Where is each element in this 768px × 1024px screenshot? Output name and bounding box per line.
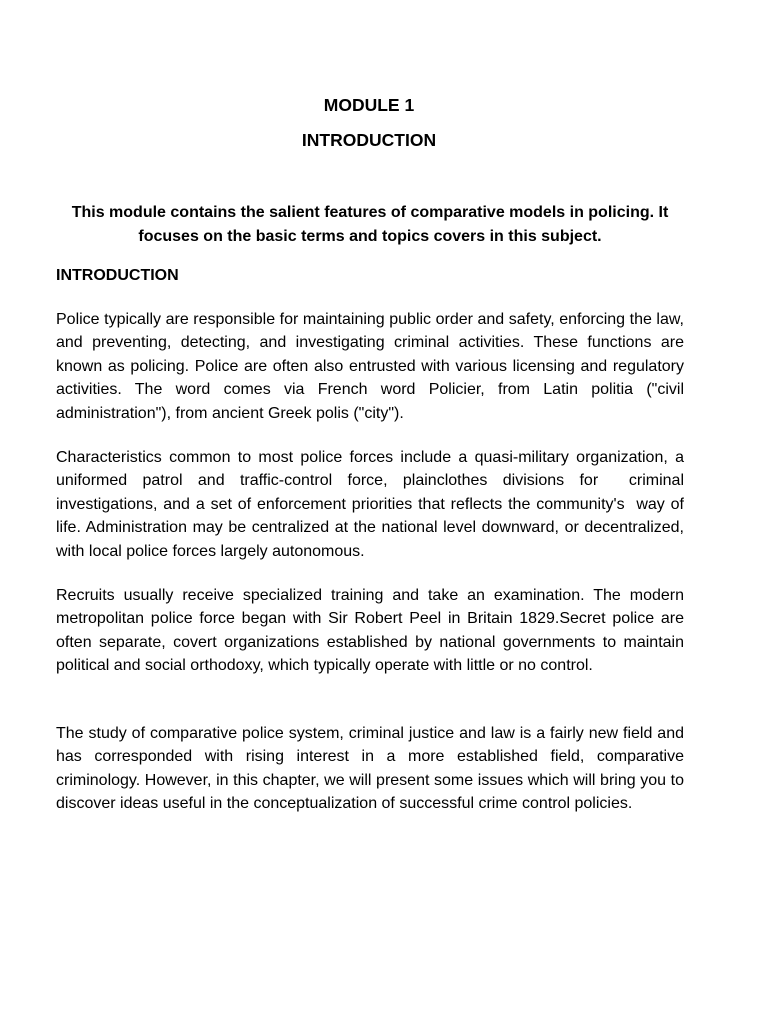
module-summary: This module contains the salient features of comparative models in policing. It focuses on the basic terms and topics covers in this subject.: [71, 204, 669, 245]
paragraph: The study of comparative police system, criminal justice and law is a fairly new field and has corresponded with rising interest in a more established field, comparative criminology. However, in this chapter, we will present some issues which will bring you to discover ideas useful in the conceptualization of successful crime control policies.: [56, 725, 689, 813]
paragraph: Recruits usually receive specialized training and take an examination. The modern metropolitan police force began with Sir Robert Peel in Britain 1829.Secret police are often separate, covert organizations established by national governments to maintain political and social orthodoxy, which typically operate with little or no control.: [56, 587, 689, 675]
module-number: MODULE 1: [323, 95, 415, 115]
section-heading: INTRODUCTION: [56, 267, 179, 284]
module-title: INTRODUCTION: [301, 130, 437, 150]
paragraph: Police typically are responsible for maintaining public order and safety, enforcing the law, and preventing, detecting, and investigating criminal activities. These functions are known as policing. Police are often also entrusted with various licensing and regulatory activities. The word comes via French word Policier, from Latin politia ("civil administration"), from ancient Greek polis ("city").: [56, 311, 689, 422]
paragraph: Characteristics common to most police forces include a quasi-military organization, a uniformed patrol and traffic-control force, plainclothes divisions for criminal investigations, and a set of enforcement priorities that reflects the community's way of life. Administration may be centralized at the national level downward, or decentralized, with local police forces largely autonomous.: [56, 449, 689, 560]
